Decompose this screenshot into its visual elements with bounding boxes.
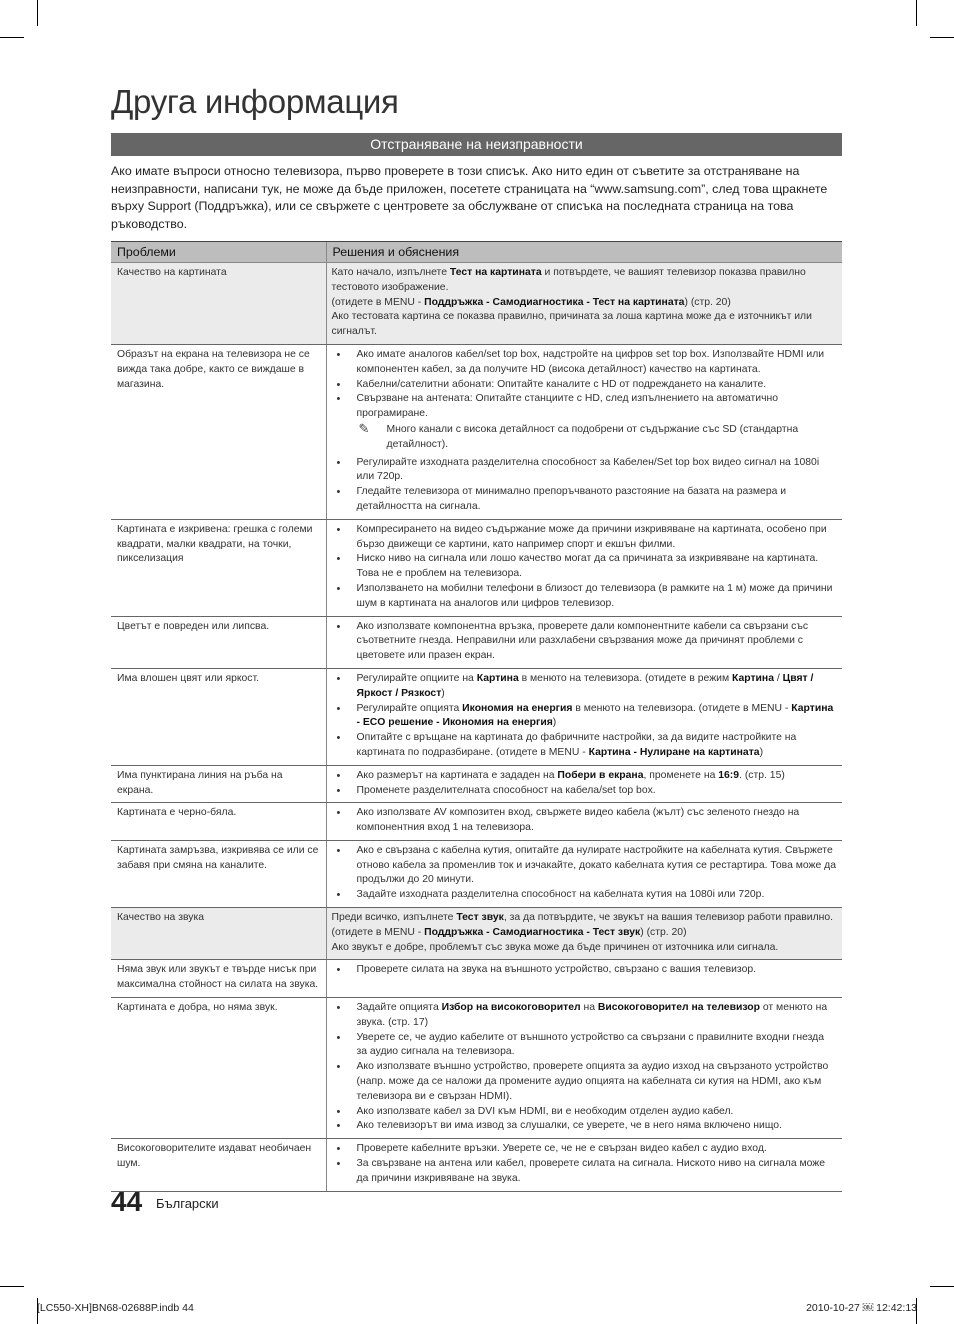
text-segment: Регулирайте опцията [356,702,463,714]
table-row [111,803,842,841]
solution-item [332,1031,838,1061]
bold-term: Побери в екрана [557,769,644,781]
solution-item [332,552,838,582]
text-segment: Задайте изходната разделителна способност на кабелната кутия на 1080i или 720p. [356,889,765,901]
table-row [111,668,842,765]
solution-item [332,1142,838,1157]
solution-list [332,769,838,799]
solution-cell [326,616,842,668]
solution-paragraph [332,941,838,956]
problem-cell: Високоговорителите издават необичаен шум. [111,1139,326,1191]
solution-item [332,1157,838,1187]
problem-cell: Картината е изкривена: грешка с големи квадрати, малки квадрати, на точки, пикселизация [111,519,326,616]
text-segment: Гледайте телевизора от минимално препоръчваното разстояние на базата на размера и детайлността на сигнала. [356,486,787,512]
solution-paragraph [332,926,838,941]
text-segment: ) [441,687,445,699]
text-segment: Ако е свързана с кабелна кутия, опитайте да нулирате настройките на кабелната кутия. Свържете отново кабела за променлив ток и изчакайте, докато кабелната кутия се рестартира. Това може да продължи до 20 минути. [356,844,837,886]
solution-item [332,1105,838,1120]
bold-term: Тест на картината [449,267,542,278]
table-row [111,840,842,907]
text-segment: Задайте опцията [356,1002,442,1014]
text-segment: Използването на мобилни телефони в близост до телевизора (в рамките на 1 м) може да причини шум в картината на аналогов или цифров телевизор. [356,582,833,609]
solution-item [332,731,838,761]
solution-list [332,620,838,664]
table-row [111,960,842,998]
section-title: Отстраняване на неизправности [111,133,842,156]
solution-item [332,672,838,702]
text-segment: Свързване на антената: Опитайте станциите с HD, след изпълнението на автоматично програмиране. [356,393,779,420]
solution-item [332,523,838,553]
text-segment: Уверете се, че аудио кабелите от външното устройство са свързани с правилните входни гнезда за аудио сигнала на телевизора. [356,1031,824,1058]
text-segment: Преди всичко, изпълнете [331,912,457,924]
bold-term: 16:9 [718,769,740,781]
crop-mark [0,37,24,38]
solution-item [332,784,838,799]
column-header-solutions: Решения и обяснения [326,242,842,263]
crop-mark [0,1286,24,1287]
crop-mark [930,1286,954,1287]
note [332,420,838,453]
solution-item [332,844,838,888]
text-segment: Регулирайте изходната разделителна способност за Кабелен/Set top box видео сигнал на 1080i или 720p. [356,456,820,483]
bold-term: Картина [476,672,519,684]
text-segment: (отидете в MENU - [331,296,425,308]
problem-cell: Има влошен цвят или яркост. [111,668,326,765]
crop-mark [37,0,38,26]
crop-mark [930,37,954,38]
text-segment: Ако използвате AV композитен вход, свържете видео кабела (жълт) със зеленото гнездо на компонентния вход 1 на телевизора. [356,807,800,834]
text-segment: , променете на [643,769,719,781]
solution-list [332,1142,838,1186]
text-segment: Ако използвате компонентна връзка, проверете дали компонентните кабели са свързани със съответните гнезда. Неправилни или разхлабени свързвания може да причинят проблеми с цветовете или празен екран. [356,620,809,662]
solution-cell [326,840,842,907]
problem-cell: Картината е черно-бяла. [111,803,326,841]
solution-cell [326,668,842,765]
solution-list [332,844,838,903]
bold-term: Поддръжка - Самодиагностика - Тест звук [424,926,641,938]
text-segment: Регулирайте опциите на [356,672,477,684]
solution-item [332,456,838,486]
page-number: 44 [111,1186,143,1217]
solution-cell [326,803,842,841]
table-row [111,1139,842,1191]
text-segment: За свързване на антена или кабел, проверете силата на сигнала. Ниското ниво на сигнала може да причини изкривяване на звука. [356,1158,826,1184]
problem-cell: Няма звук или звукът е твърде нисък при максимална стойност на силата на звука. [111,960,326,998]
table-row [111,616,842,668]
solution-cell [326,960,842,998]
bold-term: Картина - Нулиране на картината [588,746,760,758]
solution-list [332,1001,838,1134]
solution-item [332,1119,838,1134]
text-segment: Ако използвате външно устройство, проверете опцията за аудио изход на свързаното устройство (напр. може да се наложи да промените аудио опцията на кабелната си кутия на HDMI, ако към телевизора ви е свързан HDMI). [356,1061,829,1102]
text-segment: Опитайте с връщане на картината до фабричните настройки, за да видите настройките на картината по подразбиране. (отидете в MENU - [356,732,797,758]
text-segment: Проверете кабелните връзки. Уверете се, че не е свързан видео кабел с аудио вход. [356,1143,767,1155]
problem-cell: Картината замръзва, изкривява се или се забавя при смяна на каналите. [111,840,326,907]
solution-item [332,806,838,836]
bold-term: Цвят / Яркост / Рязкост [356,672,814,699]
solution-paragraph [332,310,838,340]
bold-term: Избор на високоговорител [441,1002,581,1014]
table-row [111,519,842,616]
column-header-problems: Проблеми [111,242,326,263]
solution-item [332,392,838,422]
solution-list [332,806,838,836]
solution-cell [326,344,842,519]
page-language: Български [156,1196,219,1211]
problem-cell: Картината е добра, но няма звук. [111,998,326,1139]
solution-cell [326,263,842,345]
table-row [111,344,842,519]
bold-term: Картина [731,672,774,684]
page-title: Друга информация [111,83,399,120]
text-segment: ) (стр. 20) [640,926,687,938]
print-date-info: 2010-10-27 ￼ 12:42:13 [806,1302,917,1314]
text-segment: , за да потвърдите, че звукът на вашия телевизор работи правилно. [503,912,834,924]
problem-cell: Качество на звука [111,908,326,960]
text-segment: Ако тестовата картина се показва правилно, причината за лоша картина може да е източникът или сигналът. [331,311,812,338]
text-segment: Кабелни/сателитни абонати: Опитайте каналите с HD от подреждането на каналите. [356,378,767,390]
note-text: Много канали с висока детайлност са подобрени от съдържание със SD (стандартна детайлност). [386,423,799,450]
solution-item [332,485,838,515]
solution-cell [326,765,842,803]
text-segment: Ако размерът на картината е зададен на [356,769,558,781]
solution-list [332,348,838,515]
troubleshooting-table [111,241,842,1192]
text-segment: ) (стр. 20) [684,296,731,308]
text-segment: в менюто на телевизора. (отидете в MENU - [572,702,792,714]
solution-cell [326,1139,842,1191]
text-segment: Като начало, изпълнете [331,267,450,278]
problem-cell: Цветът е повреден или липсва. [111,616,326,668]
solution-paragraph [332,296,838,311]
text-segment: (отидете в MENU - [331,926,425,938]
solution-item [332,378,838,393]
table-row [111,998,842,1139]
print-file-info: [LC550-XH]BN68-02688P.indb 44 [37,1302,194,1314]
text-segment: Ниско ниво на сигнала или лошо качество могат да са причината за изкривяване на картината. Това не е проблем на телевизора. [356,553,819,580]
text-segment: ) [552,717,557,729]
solution-cell [326,519,842,616]
bold-term: Поддръжка - Самодиагностика - Тест на картината [424,296,685,308]
text-segment: от менюто на звука. (стр. 17) [356,1002,828,1028]
table-row [111,263,842,345]
text-segment: / [773,672,783,684]
solution-paragraph [332,911,838,926]
solution-item [332,888,838,903]
bold-term: Тест звук [456,912,504,924]
solution-item [332,769,838,784]
table-header-row [111,242,842,263]
solution-item [332,620,838,664]
solution-cell [326,998,842,1139]
text-segment: Ако имате аналогов кабел/set top box, надстройте на цифров set top box. Използвайте HDMI или компонентен кабел, за да получите HD (висока детайлност) качество на картината. [356,348,825,375]
bold-term: Картина - ECO решение - Икономия на енергия [356,702,834,729]
bold-term: Високоговорител на телевизор [597,1002,760,1014]
problem-cell: Качество на картината [111,263,326,345]
note-pencil-icon: ✎ [358,420,370,436]
text-segment: ) [759,746,764,758]
table-body [111,263,842,1192]
solution-item [332,1001,838,1031]
solution-list [332,672,838,761]
solution-item [332,1060,838,1104]
text-segment: Ако използвате кабел за DVI към HDMI, ви е необходим отделен аудио кабел. [356,1105,734,1117]
text-segment: Променете разделителната способност на кабела/set top box. [356,784,656,796]
solution-item [332,963,838,978]
solution-paragraph [332,266,838,296]
problem-cell: Има пунктирана линия на ръба на екрана. [111,765,326,803]
intro-paragraph: Ако имате въпроси относно телевизора, първо проверете в този списък. Ако нито един от съветите за отстраняване на неизправности, написани тук, не може да бъде приложен, посетете страницата на “www.samsung.com”, след това щракнете върху Support (Поддръжка), или се свържете с центровете за обслужване от списъка на последната страница на това ръководство. [111,164,828,231]
text-segment: Ако звукът е добре, проблемът със звука може да бъде причинен от източника или сигнала. [331,941,779,953]
solution-item [332,582,838,612]
solution-list [332,963,838,978]
text-segment: на [580,1002,598,1014]
bold-term: Икономия на енергия [462,702,573,714]
text-segment: Компресирането на видео съдържание може да причини изкривяване на картината, особено при бързо движещи се картини, като например спорт и екшън филми. [356,523,827,550]
text-segment: в менюто на телевизора. (отидете в режим [518,672,732,684]
table-row [111,908,842,960]
problem-cell: Образът на екрана на телевизора не се вижда така добре, както се виждаше в магазина. [111,344,326,519]
text-segment: Проверете силата на звука на външното устройство, свързано с вашия телевизор. [356,964,757,976]
solution-item [332,702,838,732]
solution-item [332,348,838,378]
table-row [111,765,842,803]
crop-mark [916,0,917,26]
text-segment: Ако телевизорът ви има извод за слушалки, се уверете, че в него няма включено нищо. [356,1120,782,1132]
text-segment: и потвърдете, че вашият телевизор показва правилно тестовото изображение. [331,267,806,293]
solution-list [332,523,838,612]
solution-cell [326,908,842,960]
text-segment: . (стр. 15) [739,769,785,781]
